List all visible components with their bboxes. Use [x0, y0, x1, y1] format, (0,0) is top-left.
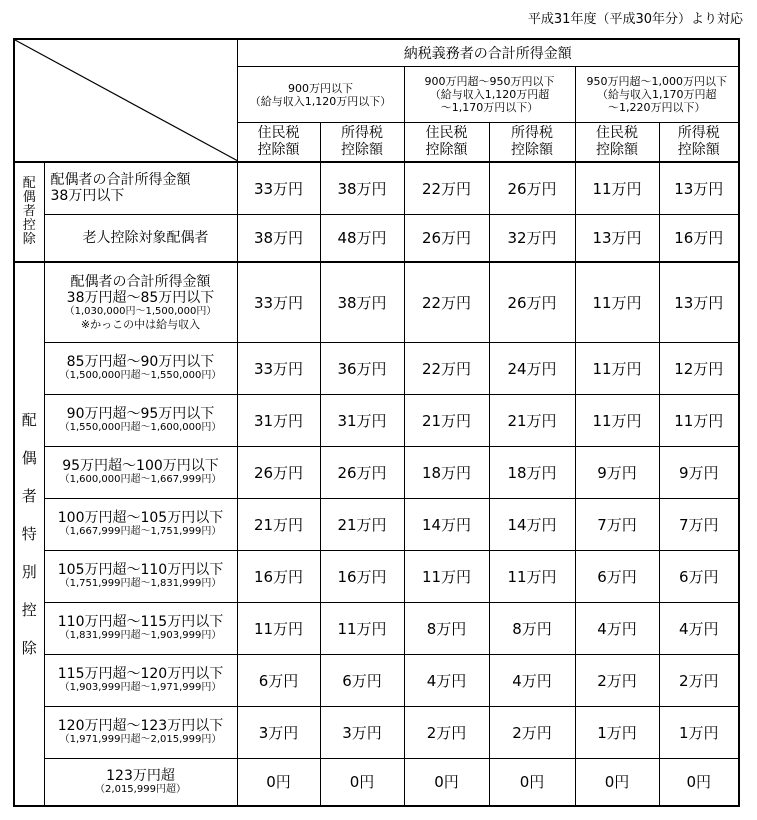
deduction-value-cell: 7万円 [575, 498, 659, 550]
deduction-value-cell: 13万円 [659, 262, 739, 342]
row-label [44, 550, 237, 602]
table-row [14, 446, 739, 498]
row-label [44, 706, 237, 758]
deduction-value-cell: 22万円 [404, 162, 489, 214]
row-label-salary-range: （1,667,999円超～1,751,999円） [59, 526, 222, 537]
deduction-value-cell: 11万円 [575, 162, 659, 214]
row-label-salary-range: （1,831,999円超～1,903,999円） [59, 630, 222, 641]
row-label [44, 498, 237, 550]
row-label-main: 配偶者の合計所得金額 38万円超～85万円以下 [66, 273, 215, 306]
income-range-line: （給与収入1,170万円超 [597, 88, 717, 101]
table-row [14, 262, 739, 342]
deduction-value-cell: 22万円 [404, 262, 489, 342]
deduction-value-cell: 7万円 [659, 498, 739, 550]
spouse-deduction-section: 配 偶 者 控 除 [14, 162, 44, 262]
table-row [14, 394, 739, 446]
deduction-value-cell: 8万円 [404, 602, 489, 654]
deduction-value-cell: 38万円 [320, 162, 404, 214]
row-label-salary-range: （1,500,000円超～1,550,000円） [59, 370, 222, 381]
deduction-value-cell: 11万円 [237, 602, 320, 654]
deduction-value-cell: 4万円 [575, 602, 659, 654]
deduction-value-cell: 32万円 [489, 214, 575, 262]
row-label-main: 95万円超～100万円以下 [62, 458, 219, 474]
row-label [44, 262, 237, 342]
deduction-value-cell: 24万円 [489, 342, 575, 394]
table-row [14, 602, 739, 654]
deduction-value-cell: 21万円 [404, 394, 489, 446]
row-label-main: 105万円超～110万円以下 [57, 562, 224, 578]
deduction-value-cell: 2万円 [404, 706, 489, 758]
deduction-value-cell: 13万円 [575, 214, 659, 262]
income-range-line: （給与収入1,120万円以下） [249, 94, 392, 108]
deduction-value-cell: 0円 [659, 758, 739, 806]
deduction-value-cell: 31万円 [237, 394, 320, 446]
deduction-value-cell: 6万円 [575, 550, 659, 602]
deduction-value-cell: 26万円 [489, 262, 575, 342]
deduction-type-header: 所得税 控除額 [489, 123, 575, 163]
row-label-salary-range: （1,751,999円超～1,831,999円） [59, 578, 222, 589]
deduction-value-cell: 6万円 [659, 550, 739, 602]
deduction-value-cell: 0円 [575, 758, 659, 806]
row-label [44, 602, 237, 654]
deduction-value-cell: 6万円 [237, 654, 320, 706]
deduction-value-cell: 18万円 [489, 446, 575, 498]
row-label [44, 446, 237, 498]
table-row [14, 550, 739, 602]
deduction-value-cell: 6万円 [320, 654, 404, 706]
row-label-main: 115万円超～120万円以下 [57, 666, 224, 682]
deduction-value-cell: 2万円 [659, 654, 739, 706]
income-range-header [237, 67, 404, 123]
deduction-type-header: 住民税 控除額 [237, 123, 320, 163]
deduction-value-cell: 18万円 [404, 446, 489, 498]
income-range-header [404, 67, 575, 123]
income-range-line: （給与収入1,120万円超 [429, 88, 550, 101]
applicability-note: 平成31年度（平成30年分）より対応 [527, 12, 743, 27]
deduction-value-cell: 11万円 [575, 394, 659, 446]
deduction-value-cell: 21万円 [237, 498, 320, 550]
deduction-value-cell: 38万円 [320, 262, 404, 342]
deduction-value-cell: 31万円 [320, 394, 404, 446]
income-range-line: 900万円以下 [288, 81, 353, 95]
deduction-value-cell: 26万円 [237, 446, 320, 498]
row-label-salary-range: （2,015,999円超） [95, 783, 186, 795]
deduction-value-cell: 11万円 [659, 394, 739, 446]
deduction-value-cell: 11万円 [489, 550, 575, 602]
deduction-value-cell: 33万円 [237, 162, 320, 214]
row-label [44, 342, 237, 394]
diagonal-line [15, 40, 238, 161]
table-row [14, 214, 739, 262]
deduction-value-cell: 13万円 [659, 162, 739, 214]
deduction-value-cell: 26万円 [489, 162, 575, 214]
income-range-line: ～1,220万円以下） [608, 101, 706, 114]
deduction-value-cell: 26万円 [320, 446, 404, 498]
deduction-type-header: 所得税 控除額 [659, 123, 739, 163]
table-row [14, 342, 739, 394]
row-label [44, 394, 237, 446]
deduction-value-cell: 3万円 [237, 706, 320, 758]
special-deduction-section: 配 偶 者 特 別 控 除 [14, 262, 44, 806]
deduction-value-cell: 3万円 [320, 706, 404, 758]
row-label-main: 90万円超～95万円以下 [66, 406, 215, 422]
table-row [14, 654, 739, 706]
deduction-value-cell: 0円 [237, 758, 320, 806]
deduction-value-cell: 38万円 [237, 214, 320, 262]
deduction-type-header: 住民税 控除額 [575, 123, 659, 163]
deduction-value-cell: 0円 [489, 758, 575, 806]
income-range-line: ～1,170万円以下） [440, 101, 539, 114]
deduction-value-cell: 21万円 [489, 394, 575, 446]
deduction-value-cell: 12万円 [659, 342, 739, 394]
deduction-value-cell: 11万円 [320, 602, 404, 654]
deduction-value-cell: 16万円 [237, 550, 320, 602]
deduction-value-cell: 8万円 [489, 602, 575, 654]
deduction-value-cell: 22万円 [404, 342, 489, 394]
deduction-value-cell: 11万円 [575, 262, 659, 342]
deduction-value-cell: 9万円 [659, 446, 739, 498]
row-label-main: 120万円超～123万円以下 [57, 718, 224, 734]
deduction-value-cell: 48万円 [320, 214, 404, 262]
table-row [14, 498, 739, 550]
deduction-value-cell: 16万円 [320, 550, 404, 602]
deduction-value-cell: 36万円 [320, 342, 404, 394]
deduction-value-cell: 33万円 [237, 262, 320, 342]
table-row [14, 706, 739, 758]
row-label-main: 110万円超～115万円以下 [57, 614, 224, 630]
deduction-value-cell: 33万円 [237, 342, 320, 394]
row-label-main: 老人控除対象配偶者 [82, 229, 209, 246]
table-row [14, 162, 739, 214]
row-label [44, 214, 237, 262]
deduction-value-cell: 0円 [320, 758, 404, 806]
deduction-value-cell: 0円 [404, 758, 489, 806]
row-label-note: ※かっこの中は給与収入 [80, 317, 201, 331]
row-label-salary-range: （1,903,999円超～1,971,999円） [59, 682, 222, 693]
deduction-value-cell: 4万円 [404, 654, 489, 706]
row-label [44, 162, 237, 214]
row-label-main: 100万円超～105万円以下 [57, 510, 224, 526]
deduction-value-cell: 14万円 [404, 498, 489, 550]
deduction-value-cell: 14万円 [489, 498, 575, 550]
deduction-value-cell: 11万円 [575, 342, 659, 394]
row-label-main: 配偶者の合計所得金額 38万円以下 [50, 172, 191, 205]
row-label-salary-range: （1,550,000円超～1,600,000円） [59, 422, 222, 433]
deduction-value-cell: 26万円 [404, 214, 489, 262]
deduction-type-header: 所得税 控除額 [320, 123, 404, 163]
income-range-line: 900万円超～950万円以下 [424, 75, 555, 88]
deduction-value-cell: 9万円 [575, 446, 659, 498]
deduction-value-cell: 2万円 [489, 706, 575, 758]
group-title: 納税義務者の合計所得金額 [237, 39, 739, 67]
row-label-salary-range: （1,600,000円超～1,667,999円） [59, 474, 222, 485]
deduction-value-cell: 2万円 [575, 654, 659, 706]
deduction-table [13, 38, 740, 807]
deduction-value-cell: 11万円 [404, 550, 489, 602]
row-label-main: 123万円超 [106, 767, 175, 784]
row-label [44, 654, 237, 706]
income-range-line: 950万円超～1,000万円以下 [586, 75, 727, 88]
row-label [44, 758, 237, 806]
deduction-value-cell: 4万円 [659, 602, 739, 654]
deduction-value-cell: 4万円 [489, 654, 575, 706]
table-row [14, 758, 739, 806]
deduction-type-header: 住民税 控除額 [404, 123, 489, 163]
row-label-salary-range: （1,971,999円超～2,015,999円） [59, 734, 222, 745]
deduction-value-cell: 1万円 [659, 706, 739, 758]
deduction-value-cell: 21万円 [320, 498, 404, 550]
corner-diagonal-cell [14, 39, 237, 162]
row-label-main: 85万円超～90万円以下 [66, 354, 215, 370]
row-label-salary-range: （1,030,000円～1,500,000円） [64, 305, 217, 317]
deduction-value-cell: 16万円 [659, 214, 739, 262]
income-range-header [575, 67, 739, 123]
deduction-value-cell: 1万円 [575, 706, 659, 758]
